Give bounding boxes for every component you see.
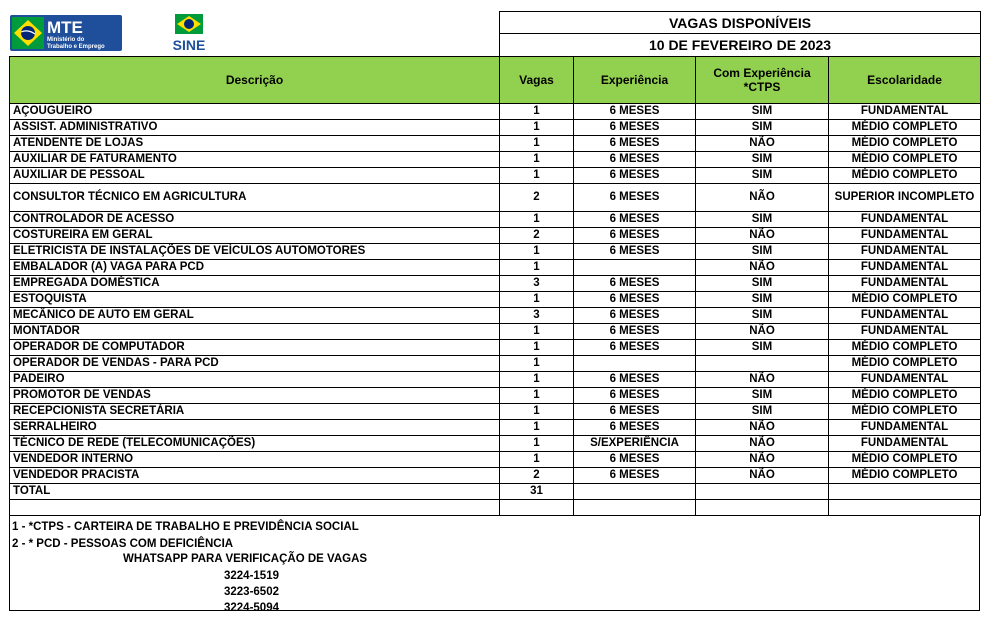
cell-vagas: 1: [500, 167, 574, 183]
cell-vagas: 1: [500, 211, 574, 227]
table-row: [10, 355, 981, 371]
sine-logo-text: SINE: [172, 36, 205, 53]
total-row: [10, 483, 981, 499]
cell-vagas: 1: [500, 243, 574, 259]
empty-cell: [574, 499, 696, 515]
cell-experiencia: 6 MESES: [574, 371, 696, 387]
total-label: TOTAL: [10, 483, 500, 499]
cell-experiencia: 6 MESES: [574, 119, 696, 135]
table-row: [10, 467, 981, 483]
empty-cell: [500, 499, 574, 515]
cell-descricao: OPERADOR DE COMPUTADOR: [10, 339, 500, 355]
sine-logo: [166, 12, 216, 56]
cell-vagas: 2: [500, 183, 574, 211]
cell-escolaridade: FUNDAMENTAL: [829, 323, 981, 339]
cell-vagas: 1: [500, 291, 574, 307]
notes-section: [9, 516, 980, 614]
cell-escolaridade: FUNDAMENTAL: [829, 227, 981, 243]
cell-descricao: AUXILIAR DE FATURAMENTO: [10, 151, 500, 167]
cell-experiencia: 6 MESES: [574, 387, 696, 403]
table-row: [10, 151, 981, 167]
cell-escolaridade: SUPERIOR INCOMPLETO: [829, 183, 981, 211]
col-experiencia: Experiência: [574, 56, 696, 103]
cell-escolaridade: MÉDIO COMPLETO: [829, 135, 981, 151]
cell-descricao: RECEPCIONISTA SECRETÁRIA: [10, 403, 500, 419]
table-row: [10, 323, 981, 339]
cell-com-experiencia: NÃO: [696, 227, 829, 243]
cell-com-experiencia: SIM: [696, 275, 829, 291]
whatsapp-label: WHATSAPP PARA VERIFICAÇÃO DE VAGAS: [123, 552, 368, 565]
cell-com-experiencia: SIM: [696, 339, 829, 355]
cell-descricao: COSTUREIRA EM GERAL: [10, 227, 500, 243]
cell-experiencia: 6 MESES: [574, 183, 696, 211]
cell-experiencia: 6 MESES: [574, 227, 696, 243]
cell-escolaridade: FUNDAMENTAL: [829, 211, 981, 227]
table-row: [10, 183, 981, 211]
cell-experiencia: 6 MESES: [574, 211, 696, 227]
cell-com-experiencia: NÃO: [696, 323, 829, 339]
cell-vagas: 2: [500, 467, 574, 483]
cell-vagas: 1: [500, 435, 574, 451]
cell-com-experiencia: SIM: [696, 291, 829, 307]
cell-vagas: 1: [500, 387, 574, 403]
table-row: [10, 419, 981, 435]
col-descricao: Descrição: [10, 56, 500, 103]
note-ctps: 1 - *CTPS - CARTEIRA DE TRABALHO E PREVIDÊNCIA SOCIAL: [12, 520, 359, 533]
cell-com-experiencia: SIM: [696, 403, 829, 419]
cell-vagas: 1: [500, 103, 574, 119]
cell-vagas: 1: [500, 355, 574, 371]
cell-com-experiencia: NÃO: [696, 371, 829, 387]
page-title: VAGAS DISPONÍVEIS: [500, 12, 981, 34]
cell-experiencia: 6 MESES: [574, 243, 696, 259]
phone-number: 3224-1519: [224, 569, 279, 582]
cell-com-experiencia: NÃO: [696, 467, 829, 483]
cell-escolaridade: FUNDAMENTAL: [829, 307, 981, 323]
empty-cell: [829, 483, 981, 499]
cell-descricao: CONTROLADOR DE ACESSO: [10, 211, 500, 227]
empty-cell: [696, 499, 829, 515]
column-header-row: [10, 56, 981, 103]
cell-vagas: 1: [500, 403, 574, 419]
cell-com-experiencia: SIM: [696, 103, 829, 119]
cell-descricao: ATENDENTE DE LOJAS: [10, 135, 500, 151]
table-row: [10, 339, 981, 355]
cell-descricao: PADEIRO: [10, 371, 500, 387]
table-row: [10, 291, 981, 307]
cell-escolaridade: FUNDAMENTAL: [829, 103, 981, 119]
cell-vagas: 1: [500, 339, 574, 355]
table-row: [10, 103, 981, 119]
table-row: [10, 307, 981, 323]
cell-vagas: 3: [500, 307, 574, 323]
cell-experiencia: [574, 259, 696, 275]
cell-descricao: VENDEDOR INTERNO: [10, 451, 500, 467]
cell-vagas: 1: [500, 259, 574, 275]
cell-experiencia: 6 MESES: [574, 167, 696, 183]
table-row: [10, 243, 981, 259]
note-pcd: 2 - * PCD - PESSOAS COM DEFICIÊNCIA: [12, 537, 234, 550]
cell-descricao: TÉCNICO DE REDE (TELECOMUNICAÇÕES): [10, 435, 500, 451]
phone-number: 3223-6502: [224, 585, 279, 598]
cell-descricao: EMPREGADA DOMÉSTICA: [10, 275, 500, 291]
cell-escolaridade: FUNDAMENTAL: [829, 435, 981, 451]
page-date: 10 DE FEVEREIRO DE 2023: [500, 34, 981, 56]
cell-com-experiencia: SIM: [696, 119, 829, 135]
cell-experiencia: 6 MESES: [574, 291, 696, 307]
cell-vagas: 1: [500, 135, 574, 151]
cell-com-experiencia: SIM: [696, 151, 829, 167]
cell-experiencia: 6 MESES: [574, 103, 696, 119]
cell-com-experiencia: [696, 355, 829, 371]
cell-escolaridade: MÉDIO COMPLETO: [829, 119, 981, 135]
cell-experiencia: 6 MESES: [574, 451, 696, 467]
cell-escolaridade: MÉDIO COMPLETO: [829, 291, 981, 307]
cell-com-experiencia: NÃO: [696, 419, 829, 435]
phone-number: 3224-5094: [224, 601, 279, 614]
blank-row: [10, 499, 981, 515]
svg-text:Ministério do: Ministério do: [46, 36, 84, 43]
cell-descricao: MONTADOR: [10, 323, 500, 339]
cell-descricao: MECÂNICO DE AUTO EM GERAL: [10, 307, 500, 323]
cell-com-experiencia: NÃO: [696, 451, 829, 467]
cell-escolaridade: FUNDAMENTAL: [829, 371, 981, 387]
vacancy-sheet: [9, 11, 980, 614]
cell-descricao: VENDEDOR PRACISTA: [10, 467, 500, 483]
cell-descricao: EMBALADOR (A) VAGA PARA PCD: [10, 259, 500, 275]
cell-experiencia: 6 MESES: [574, 275, 696, 291]
cell-vagas: 1: [500, 119, 574, 135]
cell-escolaridade: MÉDIO COMPLETO: [829, 403, 981, 419]
total-value: 31: [500, 483, 574, 499]
cell-vagas: 1: [500, 451, 574, 467]
cell-descricao: AUXILIAR DE PESSOAL: [10, 167, 500, 183]
cell-experiencia: [574, 355, 696, 371]
cell-com-experiencia: SIM: [696, 387, 829, 403]
cell-escolaridade: MÉDIO COMPLETO: [829, 387, 981, 403]
table-row: [10, 451, 981, 467]
cell-escolaridade: FUNDAMENTAL: [829, 243, 981, 259]
table-row: [10, 167, 981, 183]
table-row: [10, 227, 981, 243]
cell-escolaridade: FUNDAMENTAL: [829, 259, 981, 275]
cell-descricao: ASSIST. ADMINISTRATIVO: [10, 119, 500, 135]
cell-vagas: 1: [500, 151, 574, 167]
cell-experiencia: 6 MESES: [574, 135, 696, 151]
table-row: [10, 259, 981, 275]
cell-experiencia: 6 MESES: [574, 307, 696, 323]
cell-com-experiencia: NÃO: [696, 183, 829, 211]
logo-cell: [10, 12, 500, 57]
svg-text:Trabalho e Emprego: Trabalho e Emprego: [46, 43, 105, 50]
table-row: [10, 119, 981, 135]
cell-vagas: 3: [500, 275, 574, 291]
cell-vagas: 2: [500, 227, 574, 243]
cell-vagas: 1: [500, 371, 574, 387]
vacancy-table: [9, 11, 981, 516]
cell-experiencia: S/EXPERIÊNCIA: [574, 435, 696, 451]
cell-descricao: CONSULTOR TÉCNICO EM AGRICULTURA: [10, 183, 500, 211]
cell-com-experiencia: NÃO: [696, 435, 829, 451]
cell-com-experiencia: NÃO: [696, 259, 829, 275]
empty-cell: [10, 499, 500, 515]
cell-com-experiencia: SIM: [696, 211, 829, 227]
col-escolaridade: Escolaridade: [829, 56, 981, 103]
cell-descricao: SERRALHEIRO: [10, 419, 500, 435]
cell-experiencia: 6 MESES: [574, 403, 696, 419]
empty-cell: [829, 499, 981, 515]
empty-cell: [574, 483, 696, 499]
cell-vagas: 1: [500, 419, 574, 435]
col-vagas: Vagas: [500, 56, 574, 103]
cell-escolaridade: MÉDIO COMPLETO: [829, 339, 981, 355]
cell-escolaridade: MÉDIO COMPLETO: [829, 467, 981, 483]
cell-descricao: ESTOQUISTA: [10, 291, 500, 307]
cell-escolaridade: FUNDAMENTAL: [829, 419, 981, 435]
cell-com-experiencia: SIM: [696, 307, 829, 323]
cell-experiencia: 6 MESES: [574, 467, 696, 483]
cell-com-experiencia: SIM: [696, 243, 829, 259]
cell-experiencia: 6 MESES: [574, 419, 696, 435]
mte-logo: [10, 13, 122, 53]
cell-com-experiencia: SIM: [696, 167, 829, 183]
cell-experiencia: 6 MESES: [574, 339, 696, 355]
table-row: [10, 135, 981, 151]
table-row: [10, 403, 981, 419]
cell-escolaridade: MÉDIO COMPLETO: [829, 451, 981, 467]
cell-descricao: ELETRICISTA DE INSTALAÇÕES DE VEÍCULOS AUTOMOTORES: [10, 243, 500, 259]
table-row: [10, 211, 981, 227]
table-row: [10, 435, 981, 451]
cell-experiencia: 6 MESES: [574, 323, 696, 339]
cell-descricao: OPERADOR DE VENDAS - PARA PCD: [10, 355, 500, 371]
cell-vagas: 1: [500, 323, 574, 339]
cell-escolaridade: FUNDAMENTAL: [829, 275, 981, 291]
cell-escolaridade: MÉDIO COMPLETO: [829, 355, 981, 371]
cell-descricao: AÇOUGUEIRO: [10, 103, 500, 119]
cell-descricao: PROMOTOR DE VENDAS: [10, 387, 500, 403]
cell-escolaridade: MÉDIO COMPLETO: [829, 151, 981, 167]
cell-experiencia: 6 MESES: [574, 151, 696, 167]
empty-cell: [696, 483, 829, 499]
mte-logo-text: MTE: [46, 17, 83, 37]
table-row: [10, 371, 981, 387]
cell-escolaridade: MÉDIO COMPLETO: [829, 167, 981, 183]
col-com-experiencia: Com Experiência *CTPS: [696, 56, 829, 103]
table-row: [10, 387, 981, 403]
cell-com-experiencia: NÃO: [696, 135, 829, 151]
table-row: [10, 275, 981, 291]
